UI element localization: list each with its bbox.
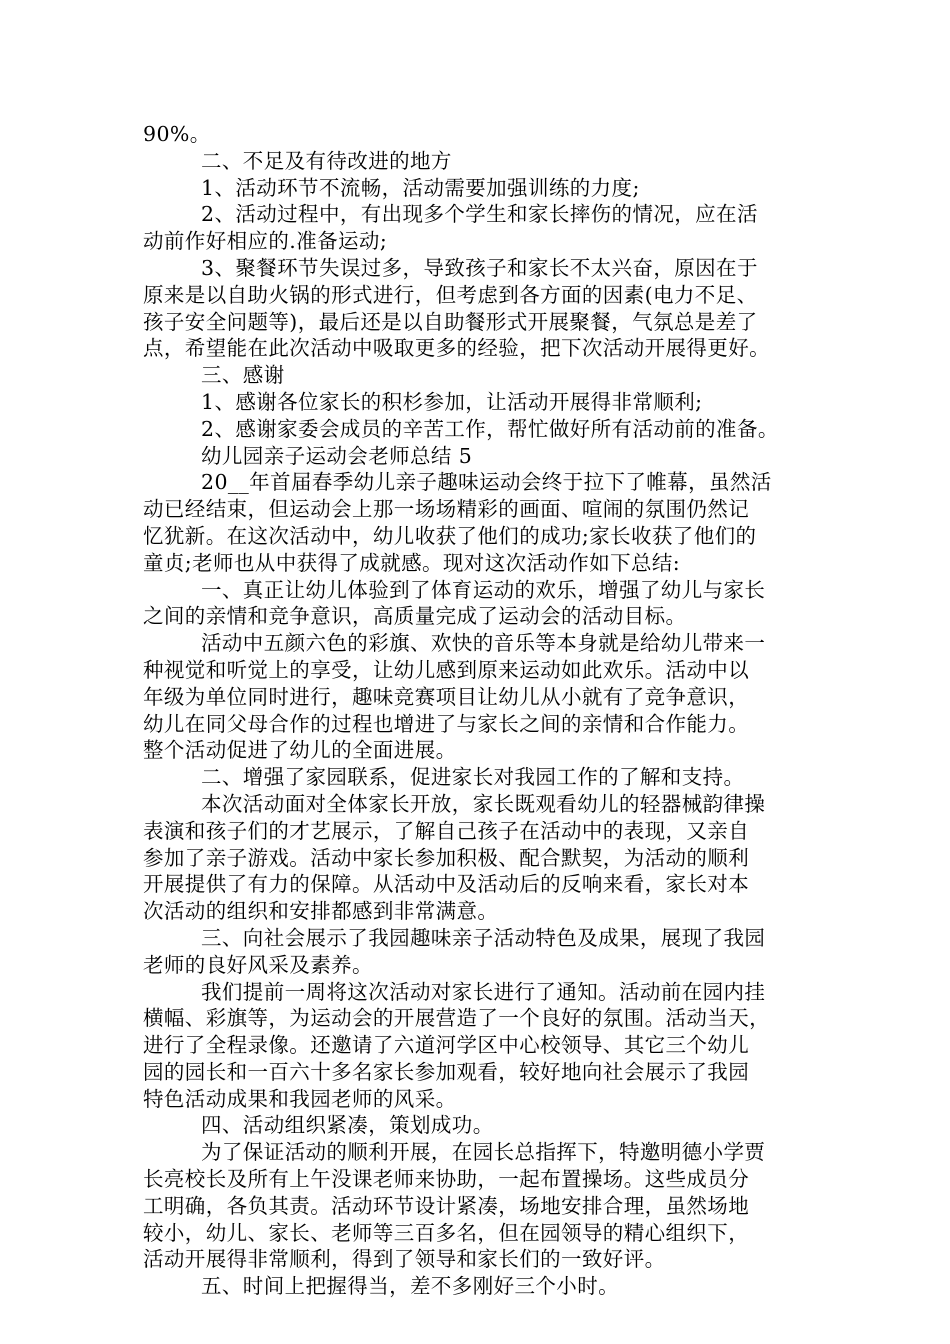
text-line: 2、感谢家委会成员的辛苦工作，帮忙做好所有活动前的准备。 [201,416,779,441]
text-line: 童贞;老师也从中获得了成就感。现对这次活动作如下总结: [143,550,681,575]
text-line: 种视觉和听觉上的享受，让幼儿感到原来运动如此欢乐。活动中以 [143,657,750,682]
text-line: 90%。 [143,122,211,146]
text-line: 工明确，各负其责。活动环节设计紧凑，场地安排合理，虽然场地 [143,1193,750,1218]
text-line: 横幅、彩旗等，为运动会的开展营造了一个良好的氛围。活动当天， [143,1006,770,1031]
text-line: 点，希望能在此次活动中吸取更多的经验，把下次活动开展得更好。 [143,336,770,361]
text-line: 五、时间上把握得当，差不多刚好三个小时。 [201,1274,619,1299]
text-line: 本次活动面对全体家长开放，家长既观看幼儿的轻器械韵律操 [201,791,766,816]
text-line: 动前作好相应的.准备运动; [143,229,388,254]
text-line: 20__年首届春季幼儿亲子趣味运动会终于拉下了帷幕，虽然活 [201,470,772,495]
text-line: 三、感谢 [201,363,285,388]
text-line: 整个活动促进了幼儿的全面进展。 [143,738,457,763]
text-line: 较小，幼儿、家长、老师等三百多名，但在园领导的精心组织下， [143,1220,750,1245]
text-line: 1、感谢各位家长的积杉参加，让活动开展得非常顺利; [201,389,703,414]
text-line: 年级为单位同时进行，趣味竞赛项目让幼儿从小就有了竞争意识， [143,684,750,709]
text-line: 幼儿在同父母合作的过程也增进了与家长之间的亲情和合作能力。 [143,711,750,736]
text-line: 动已经结束，但运动会上那一场场精彩的画面、喧闹的氛围仍然记 [143,497,750,522]
text-line: 表演和孩子们的才艺展示，了解自己孩子在活动中的表现，又亲自 [143,818,750,843]
text-line: 开展提供了有力的保障。从活动中及活动后的反响来看，家长对本 [143,872,750,897]
text-line: 我们提前一周将这次活动对家长进行了通知。活动前在园内挂 [201,979,766,1004]
document-body [143,121,813,1300]
text-line: 进行了全程录像。还邀请了六道河学区中心校领导、其它三个幼儿 [143,1033,750,1058]
text-line: 忆犹新。在这次活动中，幼儿收获了他们的成功;家长收获了他们的 [143,523,757,548]
text-line: 园的园长和一百六十多名家长参加观看，较好地向社会展示了我园 [143,1059,750,1084]
text-line: 1、活动环节不流畅，活动需要加强训练的力度; [201,175,640,200]
text-line: 为了保证活动的顺利开展，在园长总指挥下，特邀明德小学贾 [201,1140,766,1165]
text-line: 活动开展得非常顺利，得到了领导和家长们的一致好评。 [143,1247,666,1272]
text-line: 孩子安全问题等)，最后还是以自助餐形式开展聚餐，气氛总是差了 [143,309,758,334]
text-line: 四、活动组织紧凑，策划成功。 [201,1113,494,1138]
text-line: 三、向社会展示了我园趣味亲子活动特色及成果，展现了我园 [201,925,766,950]
text-line: 二、增强了家园联系，促进家长对我园工作的了解和支持。 [201,765,745,790]
text-line: 幼儿园亲子运动会老师总结 5 [201,443,473,468]
text-line: 活动中五颜六色的彩旗、欢快的音乐等本身就是给幼儿带来一 [201,631,766,656]
text-line: 特色活动成果和我园老师的风采。 [143,1086,457,1111]
text-line: 二、不足及有待改进的地方 [201,148,452,173]
text-line: 3、聚餐环节失误过多，导致孩子和家长不太兴奋，原因在于 [201,255,758,280]
text-line: 之间的亲情和竞争意识，高质量完成了运动会的活动目标。 [143,604,687,629]
text-line: 参加了亲子游戏。活动中家长参加积极、配合默契，为活动的顺利 [143,845,750,870]
text-line: 长亮校长及所有上午没课老师来协助，一起布置操场。这些成员分 [143,1167,750,1192]
text-line: 2、活动过程中，有出现多个学生和家长摔伤的情况，应在活 [201,202,758,227]
text-line: 次活动的组织和安排都感到非常满意。 [143,899,499,924]
text-line: 一、真正让幼儿体验到了体育运动的欢乐，增强了幼儿与家长 [201,577,766,602]
text-line: 老师的良好风采及素养。 [143,952,373,977]
text-line: 原来是以自助火锅的形式进行，但考虑到各方面的因素(电力不足、 [143,282,758,307]
